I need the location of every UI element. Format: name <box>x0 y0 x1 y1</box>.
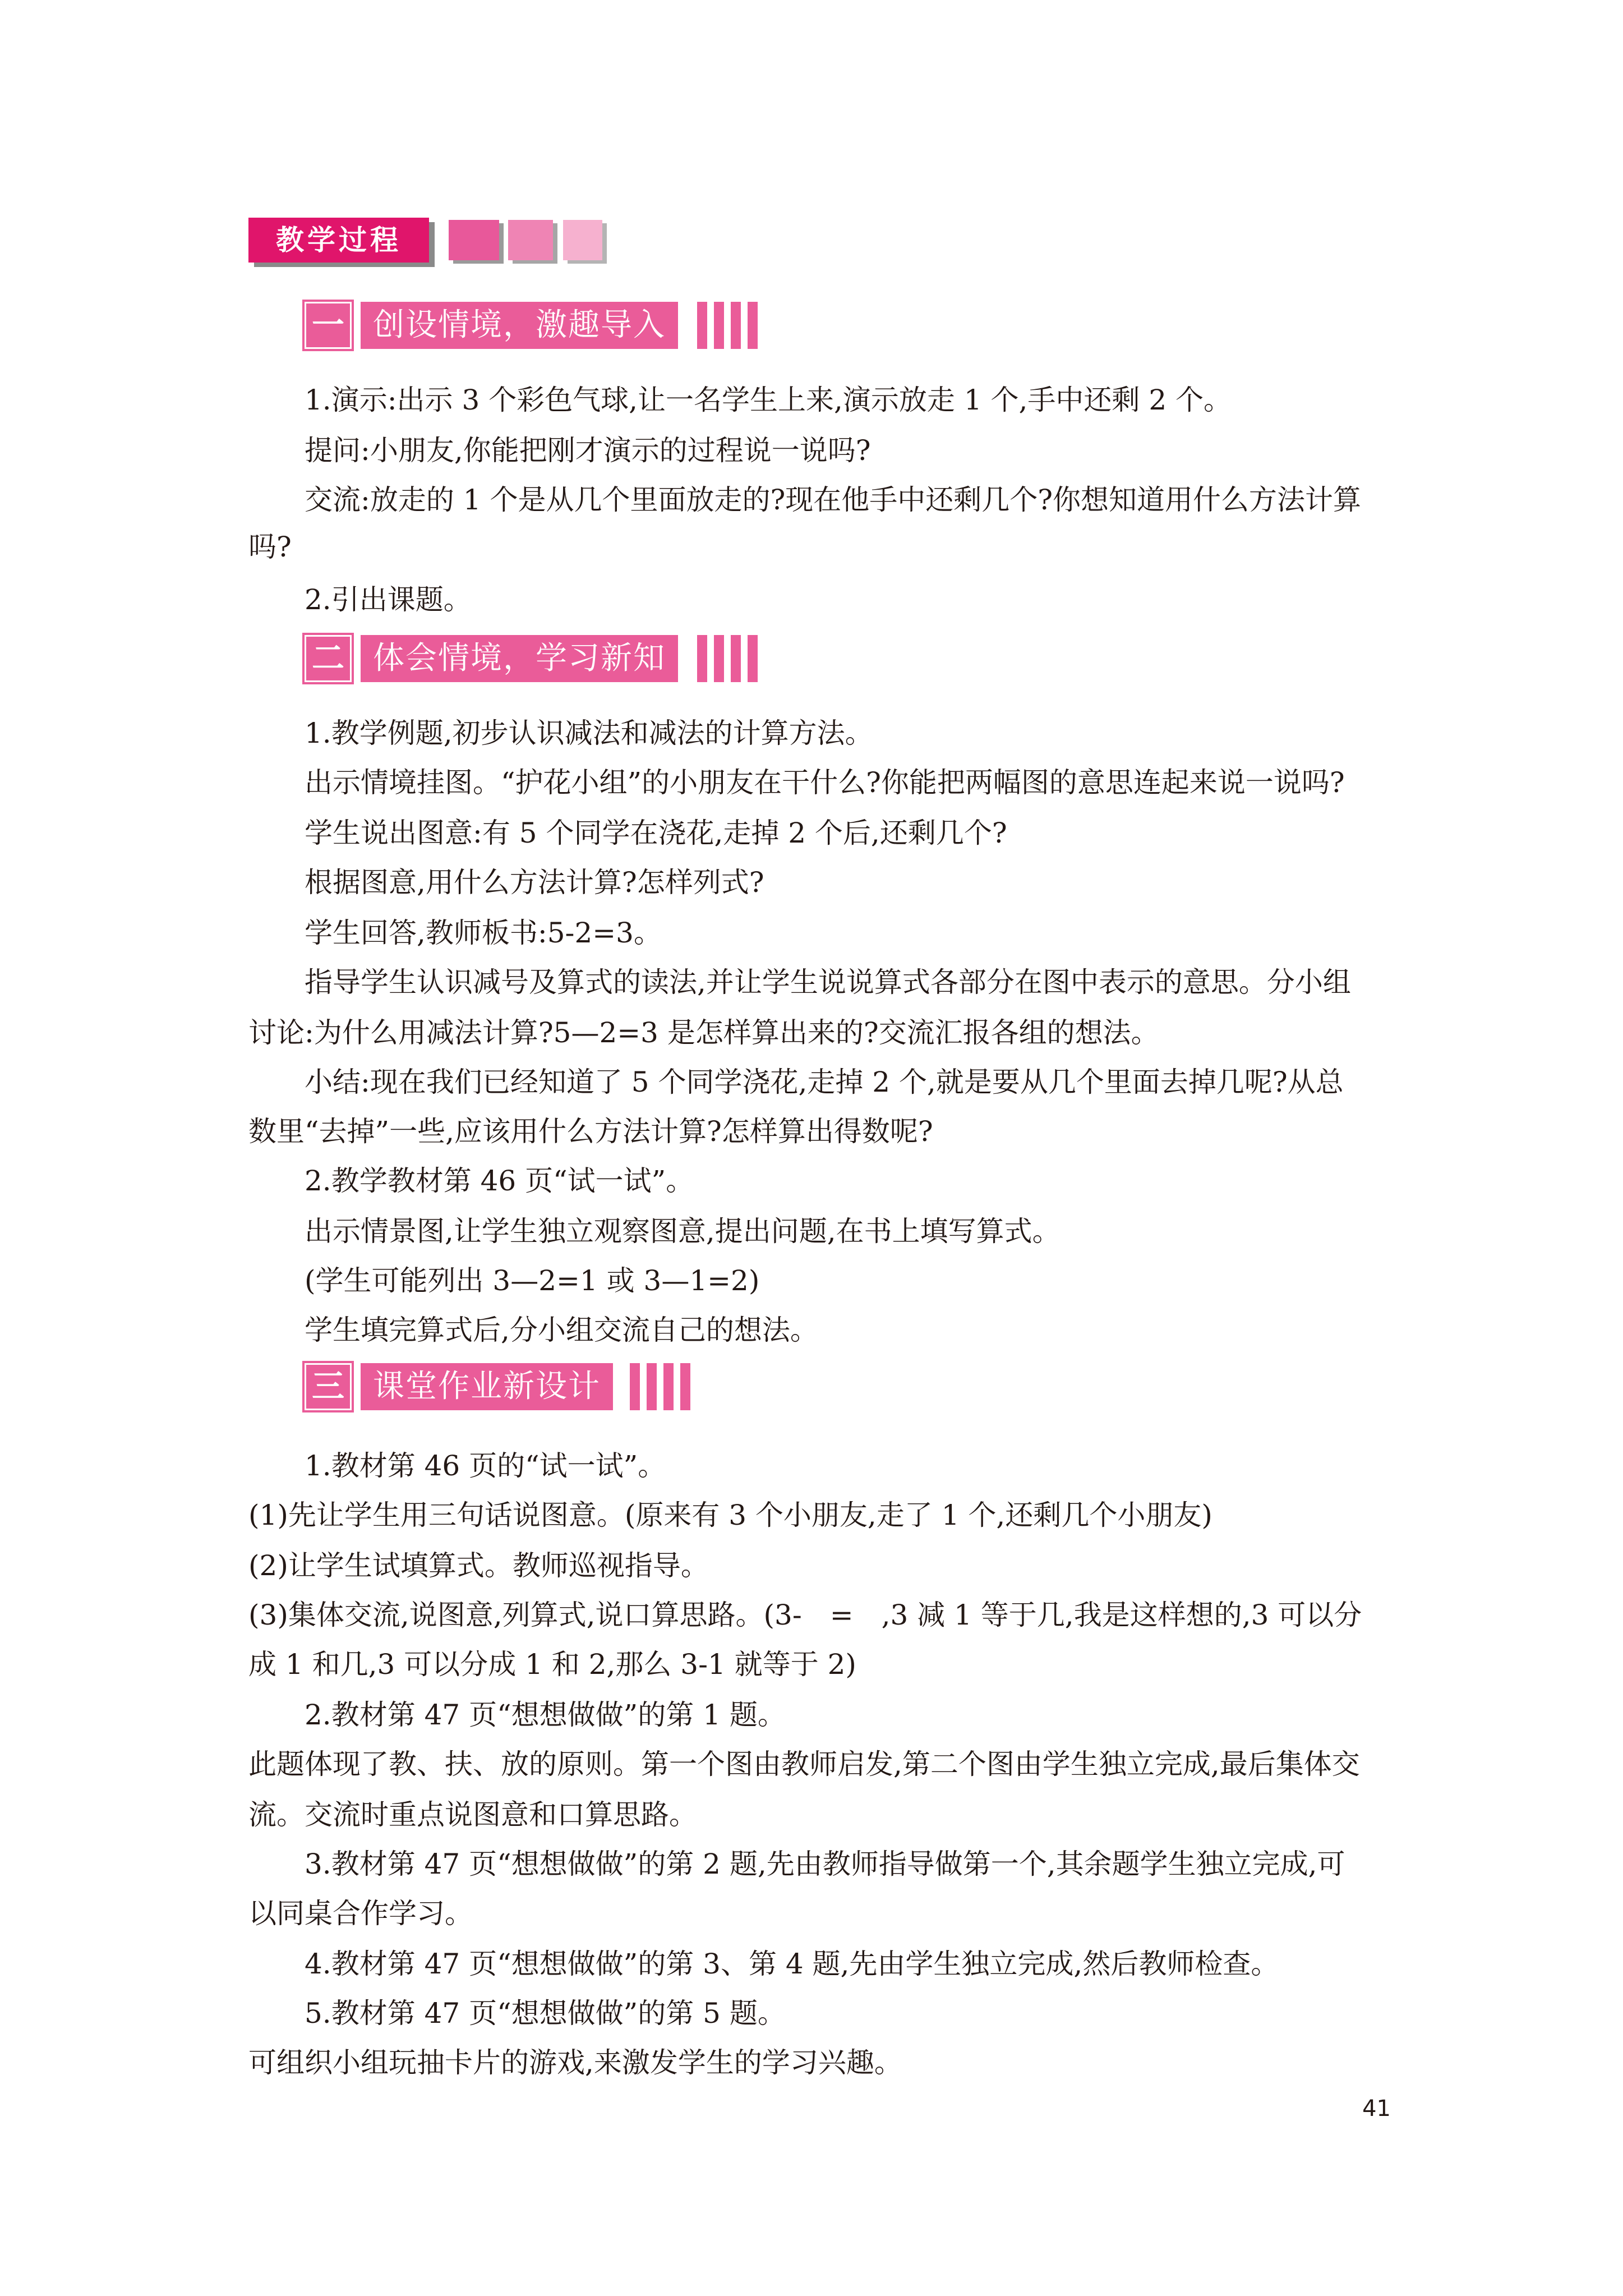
text-line: 1.教学例题,初步认识减法和减法的计算方法。 <box>305 717 873 749</box>
text-line: 2.教材第 47 页“想想做做”的第 1 题。 <box>305 1699 786 1731</box>
text-line: 数里“去掉”一些,应该用什么方法计算?怎样算出得数呢? <box>248 1115 933 1148</box>
text-line: (3)集体交流,说图意,列算式,说口算思路。(3- = ,3 减 1 等于几,我是这样想的,3 可以分 <box>248 1599 1362 1631</box>
text-line: 讨论:为什么用减法计算?5—2=3 是怎样算出来的?交流汇报各组的想法。 <box>248 1016 1159 1049</box>
text-line: 5.教材第 47 页“想想做做”的第 5 题。 <box>305 1997 786 2030</box>
text-line: 1.演示:出示 3 个彩色气球,让一名学生上来,演示放走 1 个,手中还剩 2 个。 <box>305 384 1232 416</box>
text-line: 学生填完算式后,分小组交流自己的想法。 <box>305 1314 818 1346</box>
text-line: 2.教学教材第 46 页“试一试”。 <box>305 1165 694 1197</box>
section-title: 体会情境，学习新知 <box>361 635 678 682</box>
text-line: 可组织小组玩抽卡片的游戏,来激发学生的学习兴趣。 <box>248 2046 902 2079</box>
section-number: 三 <box>305 1363 352 1410</box>
text-line: 4.教材第 47 页“想想做做”的第 3、第 4 题,先由学生独立完成,然后教师检查。 <box>305 1948 1279 1980</box>
text-line: 出示情境挂图。“护花小组”的小朋友在干什么?你能把两幅图的意思连起来说一说吗? <box>305 766 1345 799</box>
text-line: 指导学生认识减号及算式的读法,并让学生说说算式各部分在图中表示的意思。分小组 <box>305 966 1351 999</box>
text-line: (2)让学生试填算式。教师巡视指导。 <box>248 1549 709 1582</box>
text-line: 吗? <box>248 531 292 563</box>
section-number: 二 <box>305 635 352 682</box>
text-line: 交流:放走的 1 个是从几个里面放走的?现在他手中还剩几个?你想知道用什么方法计算 <box>305 484 1362 516</box>
section-number: 一 <box>305 302 352 349</box>
text-line: 此题体现了教、扶、放的原则。第一个图由教师启发,第二个图由学生独立完成,最后集体交 <box>248 1748 1360 1780</box>
banner-square-2 <box>508 220 553 260</box>
text-line: 以同桌合作学习。 <box>248 1897 473 1930</box>
text-line: 提问:小朋友,你能把刚才演示的过程说一说吗? <box>305 434 871 467</box>
page-number: 41 <box>1362 2096 1391 2122</box>
text-line: 2.引出课题。 <box>305 583 472 616</box>
text-line: (学生可能列出 3—2=1 或 3—1=2) <box>305 1264 760 1297</box>
text-line: 小结:现在我们已经知道了 5 个同学浇花,走掉 2 个,就是要从几个里面去掉几呢?从总 <box>305 1066 1344 1098</box>
text-line: 学生回答,教师板书:5-2=3。 <box>305 917 662 949</box>
banner-square-3 <box>563 220 602 260</box>
text-line: 出示情景图,让学生独立观察图意,提出问题,在书上填写算式。 <box>305 1215 1061 1248</box>
text-line: 学生说出图意:有 5 个同学在浇花,走掉 2 个后,还剩几个? <box>305 817 1007 849</box>
text-line: 流。交流时重点说图意和口算思路。 <box>248 1798 697 1831</box>
banner-title: 教学过程 <box>248 218 429 263</box>
text-line: (1)先让学生用三句话说图意。(原来有 3 个小朋友,走了 1 个,还剩几个小朋友) <box>248 1499 1212 1531</box>
section-title: 课堂作业新设计 <box>361 1363 613 1410</box>
text-line: 1.教材第 46 页的“试一试”。 <box>305 1450 666 1482</box>
banner-square-1 <box>449 220 499 260</box>
section-title: 创设情境，激趣导入 <box>361 302 678 349</box>
text-line: 3.教材第 47 页“想想做做”的第 2 题,先由教师指导做第一个,其余题学生独立完成,可 <box>305 1848 1345 1880</box>
text-line: 成 1 和几,3 可以分成 1 和 2,那么 3-1 就等于 2) <box>248 1648 856 1681</box>
text-line: 根据图意,用什么方法计算?怎样列式? <box>305 866 764 899</box>
